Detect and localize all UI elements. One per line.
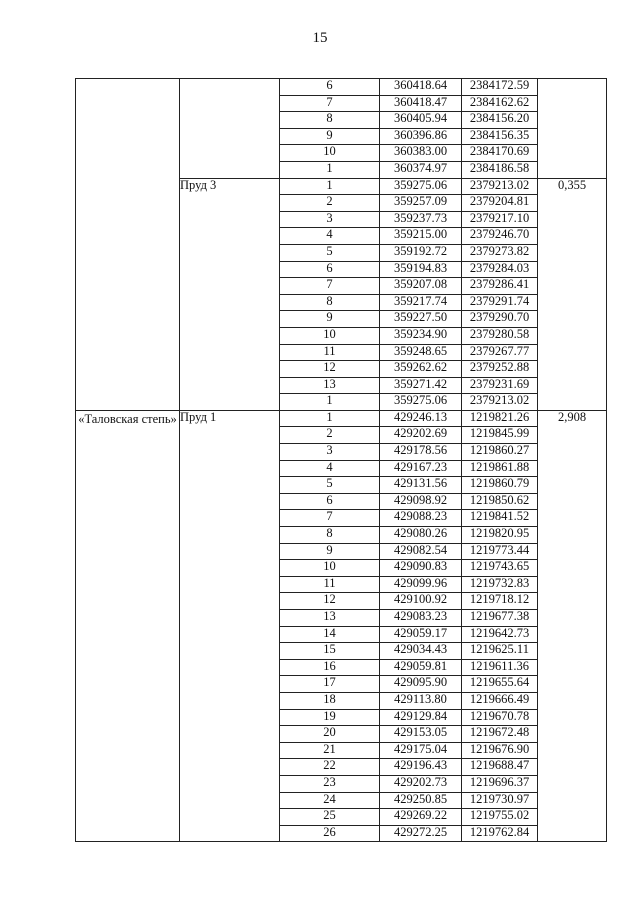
y-coordinate-cell: 2379291.74 bbox=[462, 294, 538, 311]
point-number-cell: 1 bbox=[280, 394, 380, 411]
y-coordinate-cell: 2379286.41 bbox=[462, 278, 538, 295]
y-coordinate-cell: 1219845.99 bbox=[462, 427, 538, 444]
x-coordinate-cell: 429090.83 bbox=[380, 560, 462, 577]
x-coordinate-cell: 429202.73 bbox=[380, 775, 462, 792]
y-coordinate-cell: 1219670.78 bbox=[462, 709, 538, 726]
point-number-cell: 26 bbox=[280, 825, 380, 842]
x-coordinate-cell: 359234.90 bbox=[380, 327, 462, 344]
point-number-cell: 11 bbox=[280, 576, 380, 593]
x-coordinate-cell: 429059.17 bbox=[380, 626, 462, 643]
y-coordinate-cell: 1219677.38 bbox=[462, 610, 538, 627]
x-coordinate-cell: 429059.81 bbox=[380, 659, 462, 676]
y-coordinate-cell: 2384156.20 bbox=[462, 112, 538, 129]
y-coordinate-cell: 2384170.69 bbox=[462, 145, 538, 162]
point-number-cell: 7 bbox=[280, 510, 380, 527]
y-coordinate-cell: 1219821.26 bbox=[462, 410, 538, 427]
x-coordinate-cell: 429113.80 bbox=[380, 692, 462, 709]
x-coordinate-cell: 429098.92 bbox=[380, 493, 462, 510]
point-number-cell: 9 bbox=[280, 128, 380, 145]
y-coordinate-cell: 2379290.70 bbox=[462, 311, 538, 328]
point-number-cell: 2 bbox=[280, 427, 380, 444]
x-coordinate-cell: 360418.47 bbox=[380, 95, 462, 112]
point-number-cell: 22 bbox=[280, 759, 380, 776]
y-coordinate-cell: 2379217.10 bbox=[462, 211, 538, 228]
y-coordinate-cell: 2384156.35 bbox=[462, 128, 538, 145]
x-coordinate-cell: 359271.42 bbox=[380, 377, 462, 394]
point-number-cell: 14 bbox=[280, 626, 380, 643]
pond-name-cell bbox=[180, 79, 280, 179]
y-coordinate-cell: 1219730.97 bbox=[462, 792, 538, 809]
y-coordinate-cell: 2384172.59 bbox=[462, 79, 538, 96]
point-number-cell: 3 bbox=[280, 211, 380, 228]
x-coordinate-cell: 429080.26 bbox=[380, 527, 462, 544]
x-coordinate-cell: 359207.08 bbox=[380, 278, 462, 295]
y-coordinate-cell: 1219688.47 bbox=[462, 759, 538, 776]
x-coordinate-cell: 429175.04 bbox=[380, 742, 462, 759]
y-coordinate-cell: 2379204.81 bbox=[462, 195, 538, 212]
x-coordinate-cell: 429250.85 bbox=[380, 792, 462, 809]
point-number-cell: 1 bbox=[280, 178, 380, 195]
point-number-cell: 3 bbox=[280, 444, 380, 461]
x-coordinate-cell: 429083.23 bbox=[380, 610, 462, 627]
y-coordinate-cell: 1219743.65 bbox=[462, 560, 538, 577]
point-number-cell: 15 bbox=[280, 643, 380, 660]
y-coordinate-cell: 1219696.37 bbox=[462, 775, 538, 792]
y-coordinate-cell: 1219860.79 bbox=[462, 477, 538, 494]
point-number-cell: 7 bbox=[280, 278, 380, 295]
point-number-cell: 12 bbox=[280, 593, 380, 610]
y-coordinate-cell: 1219762.84 bbox=[462, 825, 538, 842]
x-coordinate-cell: 359192.72 bbox=[380, 244, 462, 261]
x-coordinate-cell: 429088.23 bbox=[380, 510, 462, 527]
point-number-cell: 8 bbox=[280, 527, 380, 544]
x-coordinate-cell: 359275.06 bbox=[380, 178, 462, 195]
y-coordinate-cell: 1219841.52 bbox=[462, 510, 538, 527]
x-coordinate-cell: 429178.56 bbox=[380, 444, 462, 461]
y-coordinate-cell: 2379267.77 bbox=[462, 344, 538, 361]
pond-name-cell: Пруд 3 bbox=[180, 178, 280, 410]
point-number-cell: 6 bbox=[280, 261, 380, 278]
point-number-cell: 13 bbox=[280, 377, 380, 394]
y-coordinate-cell: 1219655.64 bbox=[462, 676, 538, 693]
y-coordinate-cell: 2379273.82 bbox=[462, 244, 538, 261]
y-coordinate-cell: 1219773.44 bbox=[462, 543, 538, 560]
y-coordinate-cell: 2379252.88 bbox=[462, 361, 538, 378]
coordinates-table bbox=[75, 78, 607, 842]
point-number-cell: 19 bbox=[280, 709, 380, 726]
point-number-cell: 23 bbox=[280, 775, 380, 792]
y-coordinate-cell: 2379213.02 bbox=[462, 394, 538, 411]
y-coordinate-cell: 1219820.95 bbox=[462, 527, 538, 544]
y-coordinate-cell: 2379246.70 bbox=[462, 228, 538, 245]
area-cell: 0,355 bbox=[538, 178, 607, 410]
y-coordinate-cell: 2379213.02 bbox=[462, 178, 538, 195]
x-coordinate-cell: 359217.74 bbox=[380, 294, 462, 311]
page-number: 15 bbox=[312, 30, 328, 46]
x-coordinate-cell: 359194.83 bbox=[380, 261, 462, 278]
x-coordinate-cell: 359262.62 bbox=[380, 361, 462, 378]
point-number-cell: 6 bbox=[280, 493, 380, 510]
point-number-cell: 9 bbox=[280, 311, 380, 328]
x-coordinate-cell: 429129.84 bbox=[380, 709, 462, 726]
point-number-cell: 10 bbox=[280, 327, 380, 344]
y-coordinate-cell: 2379280.58 bbox=[462, 327, 538, 344]
x-coordinate-cell: 429082.54 bbox=[380, 543, 462, 560]
table-row bbox=[76, 410, 607, 427]
point-number-cell: 24 bbox=[280, 792, 380, 809]
x-coordinate-cell: 429034.43 bbox=[380, 643, 462, 660]
x-coordinate-cell: 360396.86 bbox=[380, 128, 462, 145]
y-coordinate-cell: 1219755.02 bbox=[462, 809, 538, 826]
y-coordinate-cell: 1219860.27 bbox=[462, 444, 538, 461]
point-number-cell: 25 bbox=[280, 809, 380, 826]
y-coordinate-cell: 1219666.49 bbox=[462, 692, 538, 709]
x-coordinate-cell: 359275.06 bbox=[380, 394, 462, 411]
pond-name-cell: Пруд 1 bbox=[180, 410, 280, 841]
coordinates-table-body bbox=[76, 79, 607, 842]
y-coordinate-cell: 1219625.11 bbox=[462, 643, 538, 660]
point-number-cell: 9 bbox=[280, 543, 380, 560]
point-number-cell: 5 bbox=[280, 477, 380, 494]
x-coordinate-cell: 429196.43 bbox=[380, 759, 462, 776]
point-number-cell: 7 bbox=[280, 95, 380, 112]
y-coordinate-cell: 1219861.88 bbox=[462, 460, 538, 477]
x-coordinate-cell: 360383.00 bbox=[380, 145, 462, 162]
x-coordinate-cell: 429095.90 bbox=[380, 676, 462, 693]
x-coordinate-cell: 360405.94 bbox=[380, 112, 462, 129]
x-coordinate-cell: 359237.73 bbox=[380, 211, 462, 228]
y-coordinate-cell: 1219642.73 bbox=[462, 626, 538, 643]
point-number-cell: 21 bbox=[280, 742, 380, 759]
y-coordinate-cell: 1219611.36 bbox=[462, 659, 538, 676]
point-number-cell: 18 bbox=[280, 692, 380, 709]
point-number-cell: 4 bbox=[280, 228, 380, 245]
x-coordinate-cell: 429202.69 bbox=[380, 427, 462, 444]
area-cell: 2,908 bbox=[538, 410, 607, 841]
point-number-cell: 17 bbox=[280, 676, 380, 693]
x-coordinate-cell: 429167.23 bbox=[380, 460, 462, 477]
point-number-cell: 8 bbox=[280, 112, 380, 129]
point-number-cell: 8 bbox=[280, 294, 380, 311]
x-coordinate-cell: 359227.50 bbox=[380, 311, 462, 328]
y-coordinate-cell: 2384186.58 bbox=[462, 161, 538, 178]
y-coordinate-cell: 1219732.83 bbox=[462, 576, 538, 593]
point-number-cell: 10 bbox=[280, 560, 380, 577]
y-coordinate-cell: 2384162.62 bbox=[462, 95, 538, 112]
x-coordinate-cell: 360418.64 bbox=[380, 79, 462, 96]
object-name-cell: «Таловская степь» bbox=[76, 410, 180, 841]
table-row bbox=[76, 79, 607, 96]
point-number-cell: 20 bbox=[280, 726, 380, 743]
point-number-cell: 16 bbox=[280, 659, 380, 676]
point-number-cell: 11 bbox=[280, 344, 380, 361]
x-coordinate-cell: 429153.05 bbox=[380, 726, 462, 743]
x-coordinate-cell: 359257.09 bbox=[380, 195, 462, 212]
area-cell bbox=[538, 79, 607, 179]
point-number-cell: 13 bbox=[280, 610, 380, 627]
x-coordinate-cell: 429269.22 bbox=[380, 809, 462, 826]
y-coordinate-cell: 1219672.48 bbox=[462, 726, 538, 743]
y-coordinate-cell: 2379284.03 bbox=[462, 261, 538, 278]
x-coordinate-cell: 429246.13 bbox=[380, 410, 462, 427]
point-number-cell: 10 bbox=[280, 145, 380, 162]
point-number-cell: 2 bbox=[280, 195, 380, 212]
y-coordinate-cell: 1219850.62 bbox=[462, 493, 538, 510]
x-coordinate-cell: 429099.96 bbox=[380, 576, 462, 593]
point-number-cell: 4 bbox=[280, 460, 380, 477]
x-coordinate-cell: 359215.00 bbox=[380, 228, 462, 245]
point-number-cell: 6 bbox=[280, 79, 380, 96]
x-coordinate-cell: 429131.56 bbox=[380, 477, 462, 494]
y-coordinate-cell: 1219718.12 bbox=[462, 593, 538, 610]
point-number-cell: 1 bbox=[280, 161, 380, 178]
point-number-cell: 1 bbox=[280, 410, 380, 427]
point-number-cell: 5 bbox=[280, 244, 380, 261]
y-coordinate-cell: 1219676.90 bbox=[462, 742, 538, 759]
y-coordinate-cell: 2379231.69 bbox=[462, 377, 538, 394]
point-number-cell: 12 bbox=[280, 361, 380, 378]
x-coordinate-cell: 359248.65 bbox=[380, 344, 462, 361]
x-coordinate-cell: 429272.25 bbox=[380, 825, 462, 842]
object-name-cell bbox=[76, 79, 180, 411]
x-coordinate-cell: 360374.97 bbox=[380, 161, 462, 178]
x-coordinate-cell: 429100.92 bbox=[380, 593, 462, 610]
